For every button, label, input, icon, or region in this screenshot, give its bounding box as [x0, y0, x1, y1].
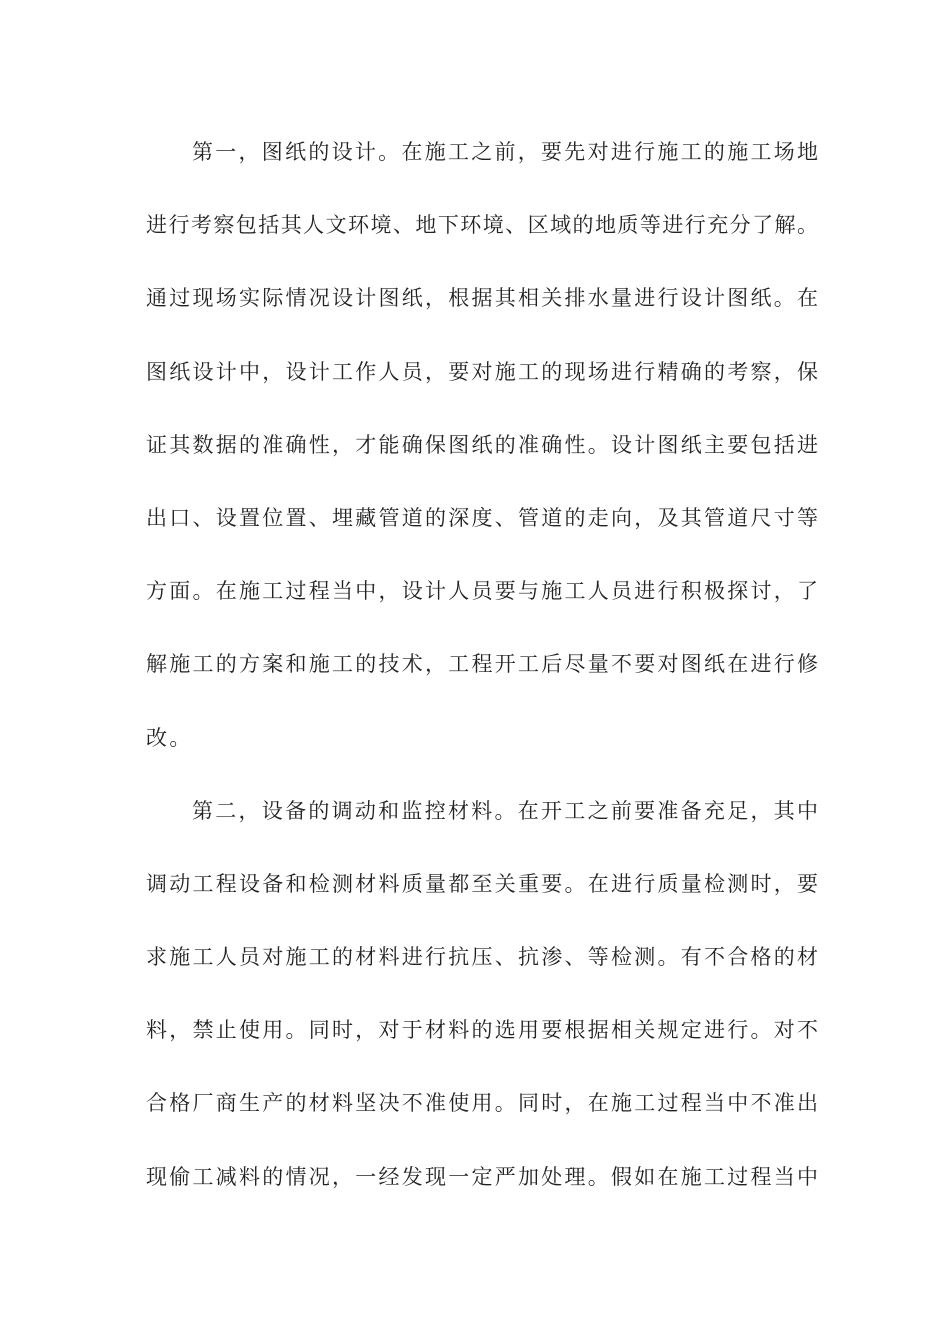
text-line: 改。	[146, 725, 193, 750]
text-line: 证其数据的准确性，才能确保图纸的准确性。设计图纸主要包括进	[146, 432, 818, 457]
paragraph-2	[146, 787, 818, 1226]
text-line: 通过现场实际情况设计图纸，根据其相关排水量进行设计图纸。在	[146, 286, 818, 311]
paragraph-1	[146, 128, 818, 787]
text-line: 进行考察包括其人文环境、地下环境、区域的地质等进行充分了解。	[146, 213, 818, 238]
text-line: 方面。在施工过程当中，设计人员要与施工人员进行积极探讨，了	[146, 579, 818, 604]
text-line: 第二，设备的调动和监控材料。在开工之前要准备充足，其中	[192, 798, 818, 823]
text-line: 图纸设计中，设计工作人员，要对施工的现场进行精确的考察，保	[146, 359, 818, 384]
document-body	[146, 128, 818, 1226]
text-line: 调动工程设备和检测材料质量都至关重要。在进行质量检测时，要	[146, 871, 818, 896]
text-line: 出口、设置位置、埋藏管道的深度、管道的走向，及其管道尺寸等	[146, 505, 818, 530]
text-line: 合格厂商生产的材料坚决不准使用。同时，在施工过程当中不准出	[146, 1091, 818, 1116]
text-line: 第一，图纸的设计。在施工之前，要先对进行施工的施工场地	[192, 140, 818, 164]
text-line: 现偷工减料的情况，一经发现一定严加处理。假如在施工过程当中	[146, 1164, 818, 1189]
text-line: 料，禁止使用。同时，对于材料的选用要根据相关规定进行。对不	[146, 1018, 818, 1043]
text-line: 解施工的方案和施工的技术，工程开工后尽量不要对图纸在进行修	[146, 652, 818, 677]
text-line: 求施工人员对施工的材料进行抗压、抗渗、等检测。有不合格的材	[146, 945, 818, 970]
